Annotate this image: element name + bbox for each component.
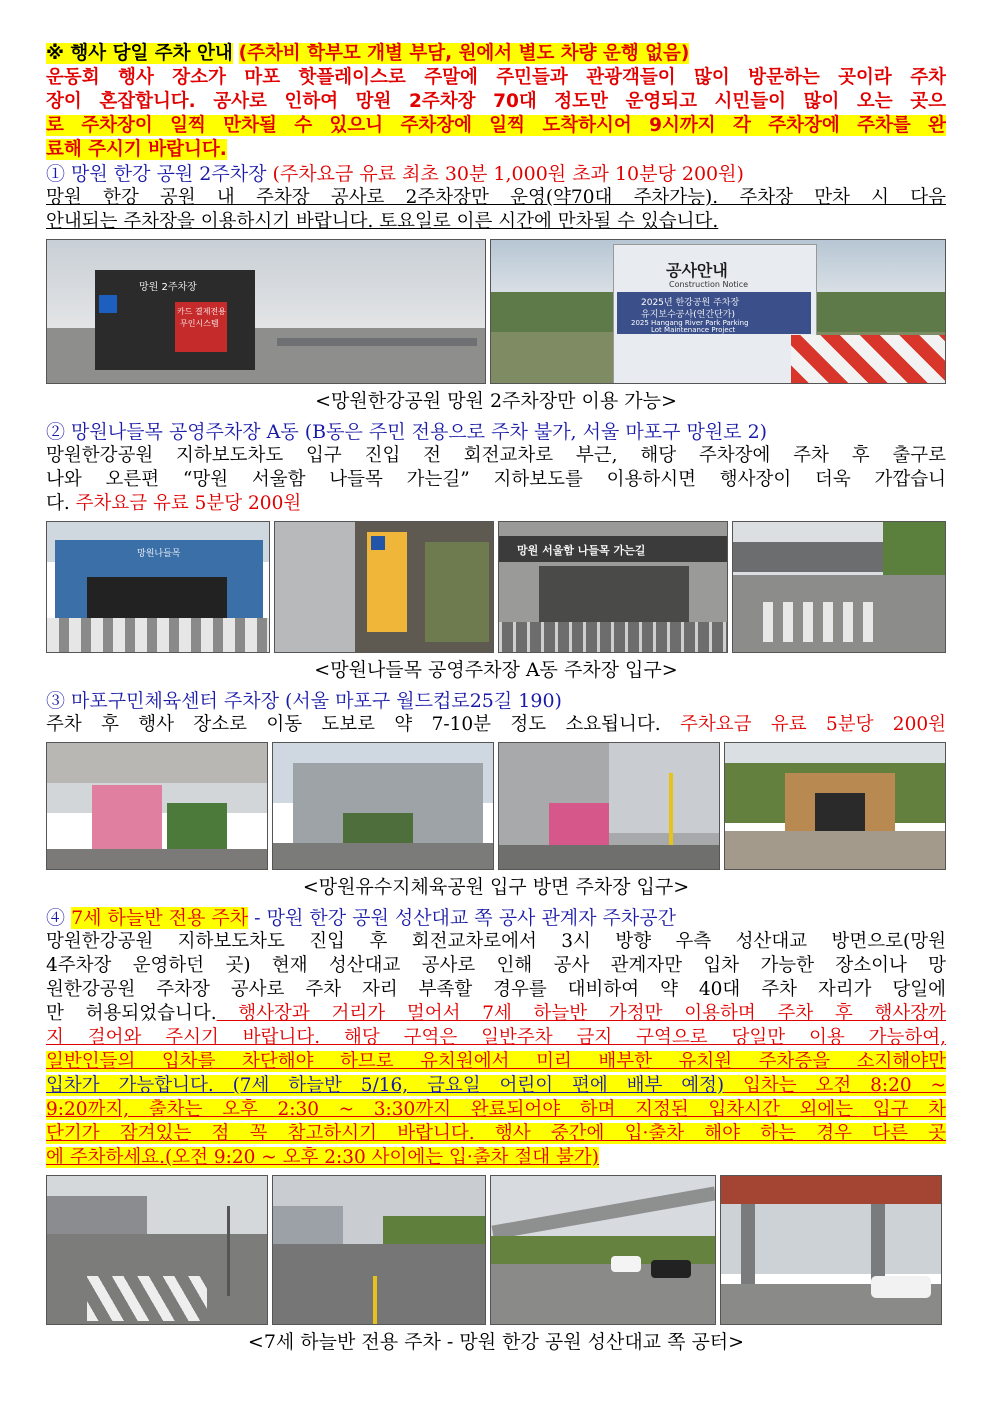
- photo-sports-center-building: [272, 742, 494, 870]
- photo-bridge-underside: [720, 1175, 942, 1325]
- section-1-line-1: 망원 한강 공원 내 주차장 공사로 2주차장만 운영(약70대 주차가능). 주차장 만차 시 다음: [46, 187, 946, 208]
- section-3-fee: 주차요금 유료 5분당 200원: [680, 714, 946, 735]
- section-4-line-8: 9:20까지, 출차는 오후 2:30 ~ 3:30까지 완료되어야 하며 지정된 입차시간 외에는 입구 차: [46, 1099, 946, 1120]
- notice-line-2: 장이 혼잡합니다. 공사로 인하여 망원 2주차장 70대 정도만 운영되고 시민들이 많이 오는 곳으: [46, 91, 946, 112]
- section-4-line-5: 지 걸어와 주시기 바랍니다. 해당 구역은 일반주차 금지 구역으로 당일만 이용 가능하여,: [46, 1027, 946, 1048]
- notice-title-note: (주차비 학부모 개별 부담, 원에서 별도 차량 운행 없음): [238, 43, 690, 64]
- notice-line-1: 운동회 행사 장소가 마포 핫플레이스로 주말에 주민들과 관광객들이 많이 방문하는 곳이라 주차: [46, 67, 946, 88]
- section-2-caption: <망원나들목 공영주차장 A동 주차장 입구>: [314, 659, 678, 681]
- photo-road-bridge-view: [272, 1175, 486, 1325]
- section-4-line-7: 입차가 가능합니다. (7세 하늘반 5/16, 금요일 어린이 편에 배부 예정) 입차는 오전 8:20 ~: [46, 1075, 946, 1096]
- section-3-photos: [46, 742, 946, 870]
- section-4-line-10: 에 주차하세요.(오전 9:20 ~ 오후 2:30 사이에는 입·출차 절대 불가): [46, 1147, 600, 1168]
- photo-crosswalk: [732, 521, 946, 653]
- section-2-heading: ② 망원나들목 공영주차장 A동 (B동은 주민 전용으로 주차 불가, 서울 마포구 망원로 2): [46, 421, 768, 443]
- photo-underpass-sign: [498, 521, 728, 653]
- section-4-line-6: 일반인들의 입차를 차단해야 하므로 유치원에서 미리 배부한 유치원 주차증을 소지해야만: [46, 1051, 946, 1072]
- notice-title-line: [46, 42, 946, 66]
- section-3-line-1: 주차 후 행사 장소로 이동 도보로 약 7-10분 정도 소요됩니다. 주차요금 유료 5분당 200원: [46, 714, 946, 735]
- document-page: [46, 42, 946, 1361]
- section-4-line-3: 원한강공원 주차장 공사로 주차 자리 부족할 경우를 대비하여 약 40대 주차 자리가 당일에: [46, 979, 946, 1000]
- section-2-line-3: 다. 주차요금 유료 5분당 200원: [46, 493, 302, 514]
- notice-line-4: 료해 주시기 바랍니다.: [46, 139, 227, 160]
- notice-line-3: 로 주차장이 일찍 만차될 수 있으니 주차장에 일찍 도착하시어 9시까지 각 주차장에 주차를 완: [46, 115, 946, 136]
- section-1-photos: [46, 239, 946, 384]
- photo-sports-center-gate: [498, 742, 720, 870]
- photo-underpass-label: 망원 서울함 나들목 가는길: [517, 544, 646, 557]
- photo-yusuji-tunnel: [724, 742, 946, 870]
- section-4-line-2: 4주차장 운영하던 곳) 현재 성산대교 공사로 인해 공사 관계자만 입차 가능한 장소이나 망: [46, 955, 946, 976]
- photo-road-crosswalk: [46, 1175, 268, 1325]
- section-2-fee: 주차요금 유료 5분당 200원: [75, 493, 302, 514]
- section-3-caption: <망원유수지체육공원 입구 방면 주차장 입구>: [302, 876, 690, 898]
- photo-notice-title: 공사안내: [666, 261, 728, 280]
- photo-nadeulmok-entrance: 망원나들목: [46, 521, 270, 653]
- section-1-heading: ① 망원 한강 공원 2주차장 (주차요금 유료 최초 30분 1,000원 초과 10분당 200원): [46, 163, 744, 185]
- section-4-heading-highlight: 7세 하늘반 전용 주차: [71, 907, 249, 929]
- photo-parking-lot-under-bridge: [490, 1175, 716, 1325]
- section-4-line-9: 단기가 잠겨있는 점 꼭 참고하시기 바랍니다. 행사 중간에 입·출차 해야 하는 경우 다른 곳: [46, 1123, 946, 1144]
- photo-sports-center-kiosk: [46, 742, 268, 870]
- section-4-line-4: 만 허용되었습니다. 행사장과 거리가 멀어서 7세 하늘반 가정만 이용하며 주차 후 행사장까: [46, 1003, 946, 1024]
- section-4-line-1: 망원한강공원 지하보도차도 진입 후 회전교차로에서 3시 방향 우측 성산대교 방면으로(망원: [46, 931, 946, 952]
- section-1-fee: (주차요금 유료 최초 30분 1,000원 초과 10분당 200원): [272, 163, 744, 185]
- section-4-photos: [46, 1175, 946, 1325]
- notice-title: ※ 행사 당일 주차 안내: [46, 43, 233, 64]
- section-2-line-2: 나와 오른편 “망원 서울함 나들목 가는길” 지하보도를 이용하시면 행사장이 더욱 가깝습니: [46, 469, 946, 490]
- photo-parking-info-board: [274, 521, 494, 653]
- section-2-line-1: 망원한강공원 지하보도차도 입구 진입 전 회전교차로 부근, 해당 주차장에 주차 후 출구로: [46, 445, 946, 466]
- photo-construction-notice: 공사안내 Construction Notice 2025년 한강공원 주차장 유지보수공사(연간단가) 2025 Hangang River Park Parking Lot Maintenance Project: [490, 239, 946, 384]
- section-4-caption: <7세 하늘반 전용 주차 - 망원 한강 공원 성산대교 쪽 공터>: [247, 1331, 745, 1353]
- section-3-heading: ③ 마포구민체육센터 주차장 (서울 마포구 월드컵로25길 190): [46, 690, 562, 712]
- section-2-photos: [46, 521, 946, 653]
- photo-lot2-sign: 망원 2주차장: [139, 282, 197, 293]
- section-1-line-2: 안내되는 주차장을 이용하시기 바랍니다. 토요일로 이른 시간에 만차될 수 있습니다.: [46, 211, 719, 232]
- photo-mangwon-lot2: 망원 2주차장 카드 결제전용 무인시스템: [46, 239, 486, 384]
- section-1-caption: <망원한강공원 망원 2주차장만 이용 가능>: [315, 390, 677, 412]
- section-4-heading: ④ 7세 하늘반 전용 주차 - 망원 한강 공원 성산대교 쪽 공사 관계자 주차공간: [46, 907, 676, 929]
